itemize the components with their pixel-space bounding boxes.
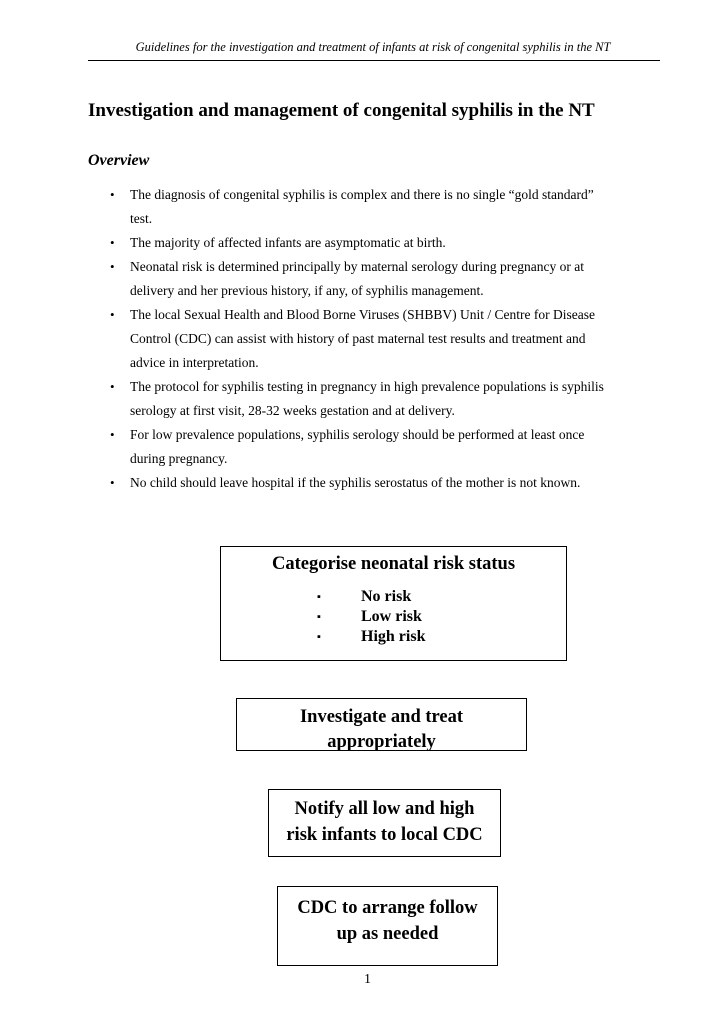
square-bullet-icon: ▪	[317, 591, 321, 603]
bullet-line: Control (CDC) can assist with history of past maternal test results and treatment and	[130, 331, 586, 346]
box-line: Investigate and treat	[299, 707, 464, 727]
bullet-line: advice in interpretation.	[130, 355, 259, 370]
risk-level-list	[221, 587, 566, 647]
bullet-line: The protocol for syphilis testing in pregnancy in high prevalence populations is syphilis	[130, 379, 604, 394]
bullet-line: delivery and her previous history, if any, of syphilis management.	[130, 283, 484, 298]
bullet-icon: •	[110, 379, 115, 394]
risk-level-label: Low risk	[361, 608, 422, 625]
bullet-icon: •	[110, 235, 115, 250]
bullet-item	[108, 471, 668, 495]
bullet-item	[108, 423, 668, 471]
bullet-line: Neonatal risk is determined principally by maternal serology during pregnancy or at	[130, 259, 584, 274]
bullet-line: No child should leave hospital if the syphilis serostatus of the mother is not known.	[130, 475, 581, 490]
bullet-line: The majority of affected infants are asymptomatic at birth.	[130, 235, 446, 250]
document-title: Investigation and management of congenital syphilis in the NT	[88, 100, 595, 121]
bullet-icon: •	[110, 259, 115, 274]
box-line: CDC to arrange follow	[297, 898, 478, 918]
box-line: up as needed	[336, 924, 439, 944]
bullet-item	[108, 231, 668, 255]
bullet-item	[108, 183, 668, 231]
running-header: Guidelines for the investigation and treatment of infants at risk of congenital syphilis in the NT	[135, 40, 611, 54]
box-line: Notify all low and high	[294, 799, 475, 819]
square-bullet-icon: ▪	[317, 631, 321, 643]
section-heading-overview: Overview	[88, 152, 150, 169]
bullet-line: The diagnosis of congenital syphilis is complex and there is no single “gold standard”	[130, 187, 594, 202]
bullet-item	[108, 303, 668, 375]
bullet-icon: •	[110, 427, 115, 442]
overview-bullet-list	[108, 183, 668, 495]
bullet-line: For low prevalence populations, syphilis serology should be performed at least once	[130, 427, 585, 442]
bullet-line: The local Sexual Health and Blood Borne Viruses (SHBBV) Unit / Centre for Disease	[130, 307, 595, 322]
risk-level-label: No risk	[361, 588, 412, 605]
risk-level-label: High risk	[361, 628, 426, 645]
bullet-line: during pregnancy.	[130, 451, 228, 466]
page-number: 1	[364, 972, 371, 987]
box-line: appropriately	[327, 732, 436, 752]
risk-level-item	[221, 587, 566, 607]
box-line: risk infants to local CDC	[286, 825, 483, 845]
bullet-item	[108, 255, 668, 303]
risk-status-box	[220, 546, 567, 661]
risk-status-title: Categorise neonatal risk status	[271, 554, 516, 574]
bullet-icon: •	[110, 475, 115, 490]
bullet-icon: •	[110, 307, 115, 322]
square-bullet-icon: ▪	[317, 611, 321, 623]
bullet-line: serology at first visit, 28-32 weeks gestation and at delivery.	[130, 403, 455, 418]
bullet-item	[108, 375, 668, 423]
bullet-line: test.	[130, 211, 153, 226]
investigate-treat-box	[236, 698, 527, 751]
cdc-follow-up-box	[277, 886, 498, 966]
header-divider	[88, 60, 660, 61]
notify-cdc-box	[268, 789, 501, 857]
risk-level-item	[221, 607, 566, 627]
bullet-icon: •	[110, 187, 115, 202]
risk-level-item	[221, 627, 566, 647]
